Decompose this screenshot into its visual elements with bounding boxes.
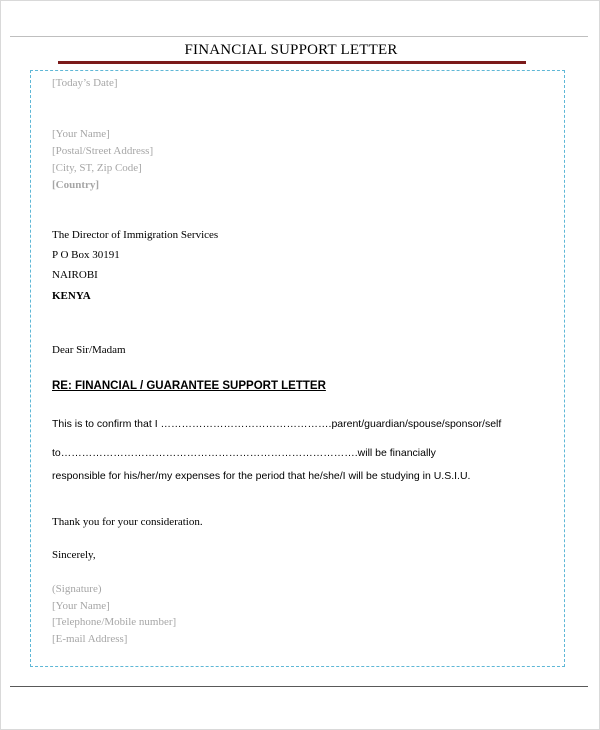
phone-placeholder: [Telephone/Mobile number] <box>52 616 177 628</box>
letter-body-frame <box>30 70 565 667</box>
recipient-line-2: P O Box 30191 <box>52 249 120 261</box>
email-placeholder: [E-mail Address] <box>52 633 128 645</box>
sender-city-placeholder: [City, ST, Zip Code] <box>52 162 142 174</box>
top-divider <box>10 36 588 37</box>
sender-name-placeholder: [Your Name] <box>52 128 110 140</box>
recipient-line-3: NAIROBI <box>52 269 98 281</box>
closing: Sincerely, <box>52 549 96 561</box>
document-title: FINANCIAL SUPPORT LETTER <box>184 42 398 58</box>
recipient-line-1: The Director of Immigration Services <box>52 229 219 241</box>
body-line-3: responsible for his/her/my expenses for the period that he/she/I will be studying in U.S.I.U. <box>52 470 471 482</box>
signature-placeholder: (Signature) <box>52 583 102 595</box>
thanks-line: Thank you for your consideration. <box>52 516 203 528</box>
bottom-divider <box>10 686 588 687</box>
body-line-1: This is to confirm that I ………………………………………….parent/guardian/spouse/sponsor/self <box>52 418 502 430</box>
salutation: Dear Sir/Madam <box>52 344 126 356</box>
body-line-2: to………………………………………………………………………….will be financially <box>52 447 436 459</box>
sender-country-placeholder: [Country] <box>52 179 100 191</box>
date-placeholder: [Today’s Date] <box>52 77 118 89</box>
signer-name-placeholder: [Your Name] <box>52 600 110 612</box>
subject-line: RE: FINANCIAL / GUARANTEE SUPPORT LETTER <box>52 380 326 392</box>
title-underline <box>58 61 526 64</box>
recipient-line-4: KENYA <box>52 290 91 302</box>
sender-street-placeholder: [Postal/Street Address] <box>52 145 154 157</box>
